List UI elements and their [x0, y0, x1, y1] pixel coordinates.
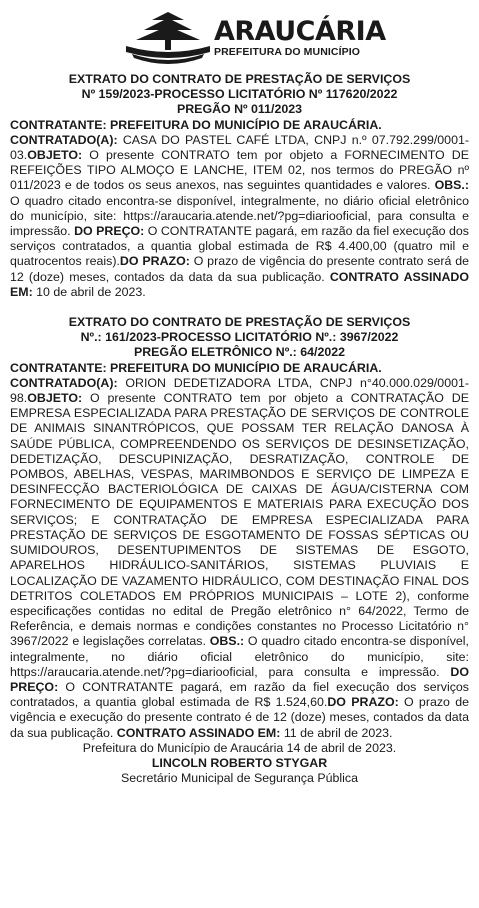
extrato-2	[10, 315, 469, 741]
extrato-2-title-3: PREGÃO ELETRÔNICO Nº.: 64/2022	[133, 345, 346, 360]
extrato-1-obs-label: OBS.:	[434, 178, 469, 193]
extrato-1-preco-label: DO PREÇO:	[74, 224, 145, 239]
extrato-1-contratado-label: CONTRATADO(A):	[10, 132, 118, 147]
extrato-1-contratado-text: CASA DO PASTEL CAFÉ LTDA, CNPJ n.º 07.792.299/0001-03.	[10, 132, 469, 163]
footer-place-date: Prefeitura do Município de Araucária 14 de abril de 2023.	[82, 740, 397, 755]
footer-signer-name: LINCOLN ROBERTO STYGAR	[151, 755, 328, 770]
brand	[214, 16, 386, 58]
extrato-1	[10, 72, 469, 300]
extrato-1-objeto-label: OBJETO:	[27, 148, 83, 163]
extrato-1-obs-text: O quadro citado encontra-se disponível, integralmente, no diário oficial eletrônico do município, site: https://araucaria.atende.net/?pg=diariooficial, para consulta e impressão.	[10, 193, 469, 239]
extrato-2-obs-text: O quadro citado encontra-se disponível, integralmente, no diário oficial eletrônico do município, site: https://araucaria.atende.net/?pg=diariooficial, para consulta e impressão.	[10, 634, 469, 679]
extrato-1-title-3: PREGÃO Nº 011/2023	[176, 102, 303, 117]
extrato-2-preco-text: O CONTRATANTE pagará, em razão da fiel execução dos serviços contratados, a quantia global estimada de R$ 1.524,60.	[10, 679, 469, 710]
extrato-2-contratante: CONTRATANTE: PREFEITURA DO MUNICÍPIO DE ARAUCÁRIA.	[10, 360, 382, 375]
extrato-2-objeto-text: O presente CONTRATO tem por objeto a CONTRATAÇÃO DE EMPRESA ESPECIALIZADA PARA PRESTAÇÃO DE SERVIÇOS DE CONTROLE DE ANIMAIS SINANTRÓPICOS, QUE POSSAM TER RELAÇÃO DANOSA À SAÚDE PÚBLICA, COMPREENDENDO OS SERVIÇOS DE DESINSETIZAÇÃO, DEDETIZAÇÃO, DESCUPINIZAÇÃO, DESRATIZAÇÃO, CONTROLE DE POMBOS, ABELHAS, VESPAS, MARIMBONDOS E SERVIÇO DE LIMPEZA E DESINFECÇÃO BACTERIOLÓGICA DE CAIXAS DE ÁGUA/CISTERNA COM FORNECIMENTO DE EQUIPAMENTOS E MATERIAIS PARA EXECUÇÃO DOS SERVIÇOS; E CONTRATAÇÃO DE EMPRESA ESPECIALIZADA PARA PRESTAÇÃO DE SERVIÇOS DE ESGOTAMENTO DE FOSSAS SÉPTICAS OU SUMIDOUROS, DESENTUPIMENTOS DE SISTEMAS DE ESGOTO, APARELHOS HIDRÁULICO-SANITÁRIOS, SISTEMAS PLUVIAIS E LOCALIZAÇÃO DE VAZAMENTO HIDRÁULICO, COM DESTINAÇÃO FINAL DOS DETRITOS COLETADOS EM PRÓPRIOS MUNICIPAIS – LOTE 2), conforme especificações contidas no edital de Pregão eletrônico n° 64/2022, Termo de Referência, e demais normas e condições constantes no Processo Licitatório n° 3967/2022 e legislações correlatas.	[10, 391, 469, 649]
extrato-2-contratado-text: ORION DEDETIZADORA LTDA, CNPJ n°40.000.029/0001-98.	[10, 375, 469, 406]
footer-signer-role: Secretário Municipal de Segurança Pública	[121, 771, 358, 786]
extrato-1-objeto-text: O presente CONTRATO tem por objeto a FORNECIMENTO DE REFEIÇÕES TIPO ALMOÇO E LANCHE, ITEM 02, nos termos do PREGÃO nº 011/2023 e de todos os seus anexos, nas seguintes quantidades e valores.	[10, 148, 469, 193]
extrato-2-obs-label: OBS.:	[209, 634, 245, 649]
extrato-2-title-2: Nº.: 161/2023-PROCESSO LICITATÓRIO Nº.: 3967/2022	[80, 330, 399, 345]
brand-name: ARAUCÁRIA	[214, 16, 386, 47]
extrato-1-prazo-text: O prazo de vigência do presente contrato será de 12 (doze) meses, contados da data da sua publicação.	[10, 254, 469, 284]
araucaria-emblem-icon	[122, 6, 214, 70]
extrato-1-prazo-label: DO PRAZO:	[119, 254, 190, 269]
section-spacer	[10, 300, 469, 315]
extrato-1-assinado-text: 10 de abril de 2023.	[32, 284, 146, 299]
extrato-1-preco-text: O CONTRATANTE pagará, em razão da fiel execução dos serviços contratados, a quantia global estimada de R$ 4.400,00 (quatro mil e quatrocentos reais).	[10, 224, 469, 269]
extrato-2-prazo-label: DO PRAZO:	[327, 695, 399, 710]
extrato-2-preco-label: DO PREÇO:	[10, 664, 469, 694]
extrato-2-title-1: EXTRATO DO CONTRATO DE PRESTAÇÃO DE SERVIÇOS	[68, 315, 411, 330]
header	[10, 0, 469, 72]
extrato-1-title-1: EXTRATO DO CONTRATO DE PRESTAÇÃO DE SERVIÇOS	[68, 72, 411, 86]
brand-subtitle: PREFEITURA DO MUNICÍPIO	[214, 46, 360, 58]
extrato-2-contratado-label: CONTRATADO(A):	[10, 375, 118, 390]
extrato-1-contratante: CONTRATANTE: PREFEITURA DO MUNICÍPIO DE ARAUCÁRIA.	[10, 117, 382, 132]
extrato-2-assinado-label: CONTRATO ASSINADO EM:	[116, 725, 281, 740]
extrato-2-prazo-text: O prazo de vigência e execução do presente contrato é de 12 (doze) meses, contados da data da sua publicação.	[10, 695, 469, 740]
extrato-2-body	[10, 376, 469, 741]
extrato-1-title-2: Nº 159/2023-PROCESSO LICITATÓRIO Nº 117620/2022	[81, 87, 398, 102]
extrato-1-assinado-label: CONTRATO ASSINADO EM:	[10, 269, 469, 299]
extrato-2-assinado-text: 11 de abril de 2023.	[280, 725, 393, 740]
extrato-1-body	[10, 133, 469, 300]
extrato-2-objeto-label: OBJETO:	[27, 391, 83, 406]
